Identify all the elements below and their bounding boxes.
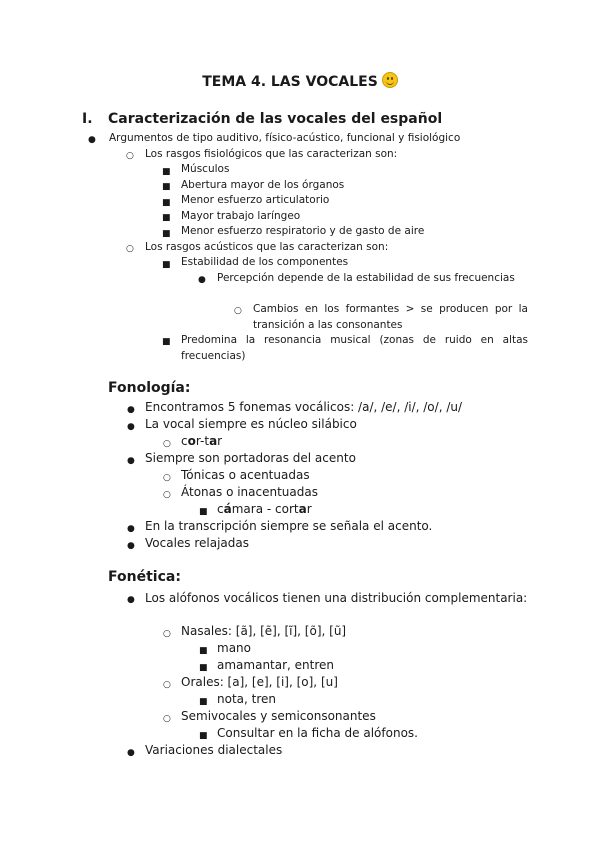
list-item: Abertura mayor de los órganos	[181, 179, 345, 191]
example-mano: mano	[217, 641, 251, 655]
list-item: Menor esfuerzo respiratorio y de gasto de aire	[181, 225, 425, 237]
bullet-disc-icon	[127, 455, 135, 467]
list-item-acento: Siempre son portadoras del acento	[145, 451, 356, 465]
bullet-square-icon	[199, 696, 208, 708]
bullet-square-icon	[199, 662, 208, 674]
bullet-circle-icon	[163, 489, 171, 501]
bullet-circle-icon	[234, 305, 242, 317]
list-item: Mayor trabajo laríngeo	[181, 210, 301, 222]
bullet-square-icon	[162, 212, 171, 224]
example-nota: nota, tren	[217, 692, 276, 706]
list-item: Menor esfuerzo articulatorio	[181, 194, 330, 206]
list-item-dialectales: Variaciones dialectales	[145, 743, 283, 757]
fonologia-heading: Fonología:	[108, 380, 191, 396]
list-item-semivocales: Semivocales y semiconsonantes	[181, 709, 376, 723]
list-item-fisio-intro: Los rasgos fisiológicos que las caracterizan son:	[145, 148, 398, 160]
bullet-square-icon	[162, 166, 171, 178]
list-item-tonicas: Tónicas o acentuadas	[181, 468, 310, 482]
list-item-nasales: Nasales: [ã], [ẽ], [ĩ], [õ], [ũ]	[181, 624, 347, 638]
fonetica-heading: Fonética:	[108, 569, 181, 585]
section-number: I.	[82, 111, 93, 127]
bullet-circle-icon	[163, 628, 171, 640]
list-item-alofonos: Los alófonos vocálicos tienen una distribución complementaria:	[145, 591, 528, 605]
example-cortar: cor-tar	[181, 434, 223, 448]
list-item-estabilidad: Estabilidad de los componentes	[181, 256, 349, 268]
bullet-square-icon	[199, 645, 208, 657]
bullet-disc-icon	[127, 540, 135, 552]
list-item: Músculos	[181, 163, 230, 175]
bullet-square-icon	[162, 228, 171, 240]
bullet-circle-icon	[163, 679, 171, 691]
section-heading: Caracterización de las vocales del español	[108, 111, 443, 127]
list-item-atonas: Átonas o inacentuadas	[181, 485, 318, 499]
bullet-square-icon	[199, 730, 208, 742]
bullet-circle-icon	[163, 438, 171, 450]
list-item-relajadas: Vocales relajadas	[145, 536, 250, 550]
bullet-circle-icon	[126, 243, 134, 255]
bullet-disc-icon	[88, 134, 96, 146]
list-item-percepcion: Percepción depende de la estabilidad de sus frecuencias	[217, 272, 515, 284]
list-item-argumentos: Argumentos de tipo auditivo, físico-acústico, funcional y fisiológico	[109, 132, 461, 144]
bullet-circle-icon	[126, 150, 134, 162]
page-title: TEMA 4. LAS VOCALES	[0, 72, 600, 90]
bullet-circle-icon	[163, 472, 171, 484]
bullet-square-icon	[199, 506, 208, 518]
bullet-disc-icon	[127, 421, 135, 433]
bullet-disc-icon	[198, 274, 206, 286]
bullet-square-icon	[162, 197, 171, 209]
example-amamantar: amamantar, entren	[217, 658, 335, 672]
bullet-circle-icon	[163, 713, 171, 725]
list-item-transcripcion: En la transcripción siempre se señala el acento.	[145, 519, 433, 533]
bullet-disc-icon	[127, 404, 135, 416]
bullet-disc-icon	[127, 594, 135, 606]
example-consultar: Consultar en la ficha de alófonos.	[217, 726, 418, 740]
bullet-square-icon	[162, 336, 171, 348]
list-item-acus-intro: Los rasgos acústicos que las caracterizan son:	[145, 241, 389, 253]
list-item-cambios: Cambios en los formantes > se producen por la transición a las consonantes	[253, 303, 528, 331]
bullet-disc-icon	[127, 747, 135, 759]
list-item-orales: Orales: [a], [e], [i], [o], [u]	[181, 675, 338, 689]
bullet-square-icon	[162, 259, 171, 271]
bullet-disc-icon	[127, 523, 135, 535]
example-camara: cámara - cortar	[217, 502, 312, 516]
bullet-square-icon	[162, 181, 171, 193]
list-item-nucleo: La vocal siempre es núcleo silábico	[145, 417, 357, 431]
list-item-fonemas: Encontramos 5 fonemas vocálicos: /a/, /e/, /i/, /o/, /u/	[145, 400, 463, 414]
list-item-predomina: Predomina la resonancia musical (zonas de ruido en altas frecuencias)	[181, 334, 528, 362]
smiley-emoji-icon	[382, 72, 398, 88]
